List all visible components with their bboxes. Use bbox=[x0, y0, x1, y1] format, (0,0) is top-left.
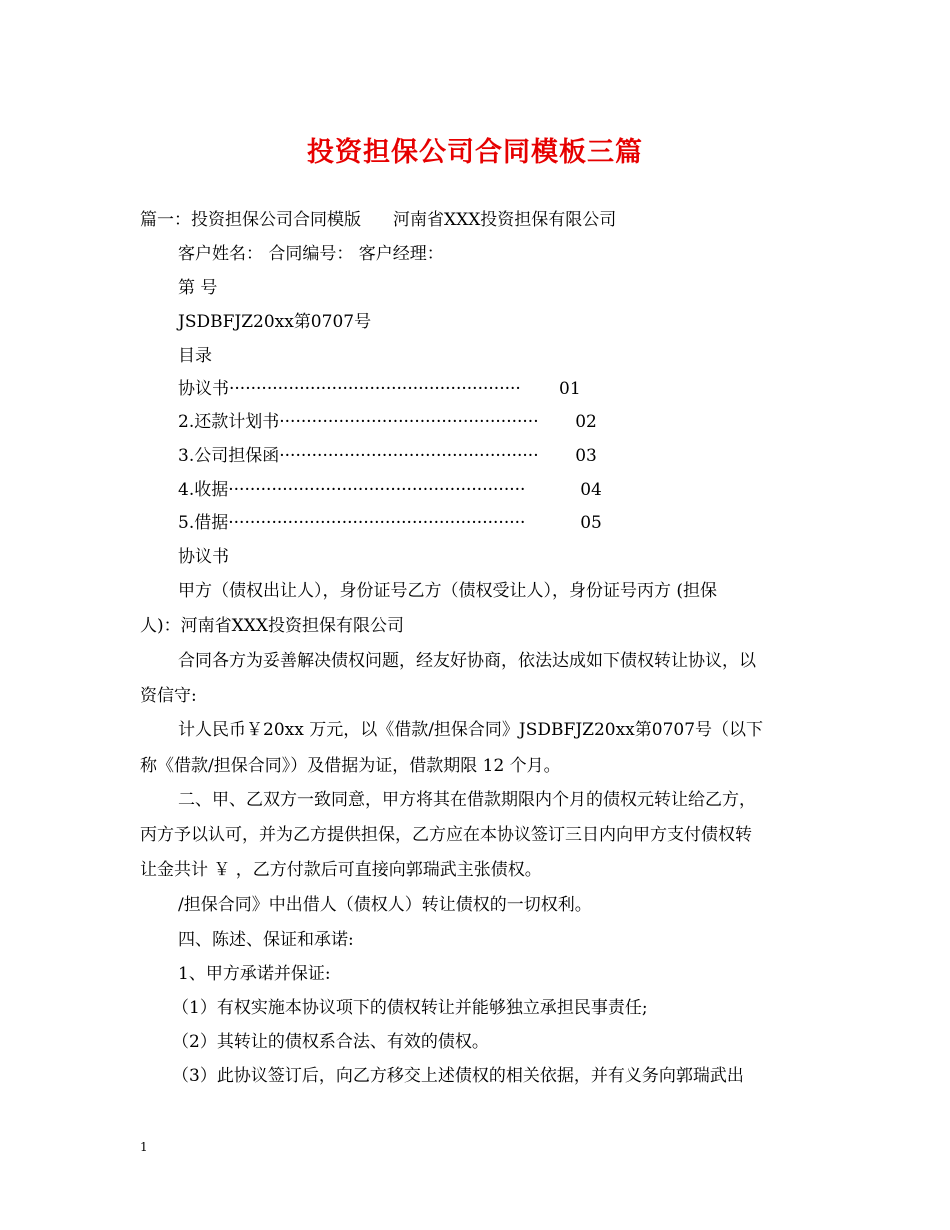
section-title: 协议书 bbox=[178, 547, 229, 567]
toc-leader: ······················································· bbox=[228, 513, 526, 533]
toc-leader: ················································ bbox=[279, 446, 539, 466]
paragraph-line: 资信守: bbox=[140, 686, 197, 706]
code-line: JSDBFJZ20xx第0707号 bbox=[178, 312, 372, 332]
paragraph-line: 称《借款/担保合同》）及借据为证，借款期限 12 个月。 bbox=[140, 756, 561, 776]
toc-label: 5.借据 bbox=[178, 513, 229, 533]
page-number: 1 bbox=[140, 1140, 148, 1154]
toc-label: 3.公司担保函 bbox=[178, 446, 280, 466]
paragraph-line: 甲方（债权出让人），身份证号乙方（债权受让人），身份证号丙方 (担保 bbox=[178, 581, 718, 601]
toc-leader: ······················································· bbox=[228, 480, 526, 500]
toc-label: 4.收据 bbox=[178, 480, 229, 500]
toc-page: 01 bbox=[559, 379, 581, 399]
paragraph-line: 丙方予以认可，并为乙方提供担保，乙方应在本协议签订三日内向甲方支付债权转 bbox=[140, 825, 752, 845]
number-line: 第 号 bbox=[178, 278, 218, 298]
paragraph-line: 合同各方为妥善解决债权问题，经友好协商，依法达成如下债权转让协议，以 bbox=[178, 651, 756, 671]
toc-page: 03 bbox=[575, 446, 597, 466]
toc-page: 04 bbox=[580, 480, 602, 500]
toc-leader: ················································ bbox=[279, 412, 539, 432]
paragraph-line: （2）其转让的债权系合法、有效的债权。 bbox=[172, 1032, 489, 1052]
paragraph-line: （3）此协议签订后，向乙方移交上述债权的相关依据，并有义务向郭瑞武出 bbox=[172, 1066, 744, 1086]
paragraph-line: 二、甲、乙双方一致同意，甲方将其在借款期限内个月的债权元转让给乙方， bbox=[178, 790, 756, 810]
toc-title: 目录 bbox=[178, 346, 212, 366]
toc-page: 02 bbox=[575, 412, 597, 432]
toc-item-5 bbox=[178, 512, 602, 534]
header-line bbox=[140, 209, 616, 231]
paragraph-line: /担保合同》中出借人（债权人）转让债权的一切权利。 bbox=[178, 895, 592, 915]
customer-line: 客户姓名： 合同编号： 客户经理： bbox=[178, 244, 444, 264]
toc-item-3 bbox=[178, 445, 597, 467]
toc-leader: ······················································ bbox=[229, 379, 521, 399]
toc-item-2 bbox=[178, 411, 597, 433]
toc-item-4 bbox=[178, 479, 602, 501]
document-title: 投资担保公司合同模板三篇 bbox=[307, 137, 643, 168]
paragraph-line: 计人民币￥20xx 万元，以《借款/担保合同》JSDBFJZ20xx第0707号（以下 bbox=[178, 720, 764, 740]
paragraph-line: 1、甲方承诺并保证: bbox=[178, 964, 331, 984]
header-right: 河南省XXX投资担保有限公司 bbox=[393, 210, 617, 230]
toc-label: 2.还款计划书 bbox=[178, 412, 280, 432]
toc-item-1 bbox=[178, 378, 581, 400]
header-left: 篇一：投资担保公司合同模版 bbox=[140, 210, 361, 230]
paragraph-line: 四、陈述、保证和承诺: bbox=[178, 930, 354, 950]
toc-label: 协议书 bbox=[178, 379, 229, 399]
paragraph-line: （1）有权实施本协议项下的债权转让并能够独立承担民事责任; bbox=[172, 998, 648, 1018]
paragraph-line: 人)：河南省XXX投资担保有限公司 bbox=[140, 616, 404, 636]
toc-page: 05 bbox=[580, 513, 602, 533]
paragraph-line: 让金共计 ￥ ，乙方付款后可直接向郭瑞武主张债权。 bbox=[140, 860, 542, 880]
